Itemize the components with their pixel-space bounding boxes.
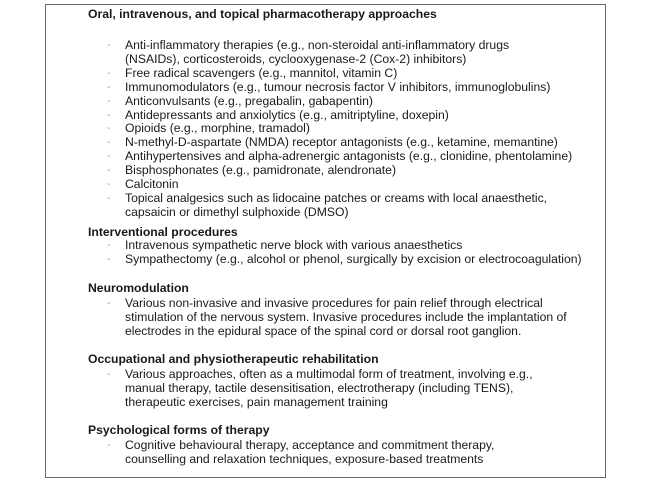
bullet-dash: - <box>107 40 111 51</box>
section-interventional <box>88 225 603 267</box>
list-item: - Cognitive behavioural therapy, acceptance and commitment therapy, counselling and relaxation techniques, exposure-based treatments <box>107 438 495 466</box>
section-rehabilitation <box>88 352 603 410</box>
section-heading: Oral, intravenous, and topical pharmacotherapy approaches <box>88 7 437 21</box>
section-neuromodulation <box>88 281 603 339</box>
list-item: - Topical analgesics such as lidocaine patches or creams with local anaesthetic, capsaicin or dimethyl sulphoxide (DMSO) <box>107 190 548 219</box>
list-item: - Free radical scavengers (e.g., mannitol, vitamin C) <box>107 65 398 80</box>
bullet-list <box>88 39 603 220</box>
list-item: - Anti-inflammatory therapies (e.g., non-steroidal anti-inflammatory drugs (NSAIDs), corticosteroids, cyclooxygenase-2 (Cox-2) inhibitors) <box>107 38 510 66</box>
bullet-dash: - <box>107 95 111 107</box>
bullet-dash: - <box>107 253 111 265</box>
section-heading: Neuromodulation <box>88 281 189 295</box>
section-heading: Psychological forms of therapy <box>88 423 270 437</box>
bullet-dash: - <box>107 179 111 191</box>
section-pharmacotherapy <box>88 7 603 220</box>
list-item: - Antihypertensives and alpha-adrenergic antagonists (e.g., clonidine, phentolamine) <box>107 149 573 164</box>
bullet-dash: - <box>107 240 111 251</box>
bullet-dash: - <box>107 440 111 451</box>
bullet-dash: - <box>107 67 111 79</box>
list-item: - Immunomodulators (e.g., tumour necrosis factor V inhibitors, immunoglobulins) <box>107 79 551 94</box>
bullet-dash: - <box>107 81 111 93</box>
bullet-list <box>88 368 603 410</box>
therapy-options-box <box>45 4 606 478</box>
bullet-dash: - <box>107 109 111 121</box>
bullet-list <box>88 297 603 339</box>
list-item: - Anticonvulsants (e.g., pregabalin, gabapentin) <box>107 93 373 108</box>
bullet-dash: - <box>107 137 111 149</box>
list-item: - N-methyl-D-aspartate (NMDA) receptor antagonists (e.g., ketamine, memantine) <box>107 135 558 150</box>
list-item: - Calcitonin <box>107 177 179 192</box>
bullet-dash: - <box>107 369 111 380</box>
list-item: - Opioids (e.g., morphine, tramadol) <box>107 121 310 136</box>
section-psychological <box>88 423 603 467</box>
section-heading: Interventional procedures <box>88 225 238 239</box>
bullet-list <box>88 439 603 467</box>
list-item: - Sympathectomy (e.g., alcohol or phenol, surgically by excision or electrocoagulation) <box>107 251 582 266</box>
bullet-dash: - <box>107 298 111 309</box>
section-heading: Occupational and physiotherapeutic rehabilitation <box>88 352 379 366</box>
bullet-dash: - <box>107 151 111 163</box>
bullet-list <box>88 239 603 267</box>
list-item: - Intravenous sympathetic nerve block with various anaesthetics <box>107 238 463 252</box>
list-item: - Antidepressants and anxiolytics (e.g., amitriptyline, doxepin) <box>107 107 449 122</box>
bullet-dash: - <box>107 192 111 204</box>
list-item: - Various approaches, often as a multimodal form of treatment, involving e.g., manual therapy, tactile desensitisation, electrotherapy (including TENS), therapeutic exercises, pain management training <box>107 367 533 409</box>
bullet-dash: - <box>107 165 111 177</box>
list-item: - Various non-invasive and invasive procedures for pain relief through electrical stimulation of the nervous system. Invasive procedures include the implantation of electrodes in the epidural space of the spinal cord or dorsal root ganglion. <box>107 296 567 338</box>
bullet-dash: - <box>107 123 111 135</box>
list-item: - Bisphosphonates (e.g., pamidronate, alendronate) <box>107 163 397 178</box>
